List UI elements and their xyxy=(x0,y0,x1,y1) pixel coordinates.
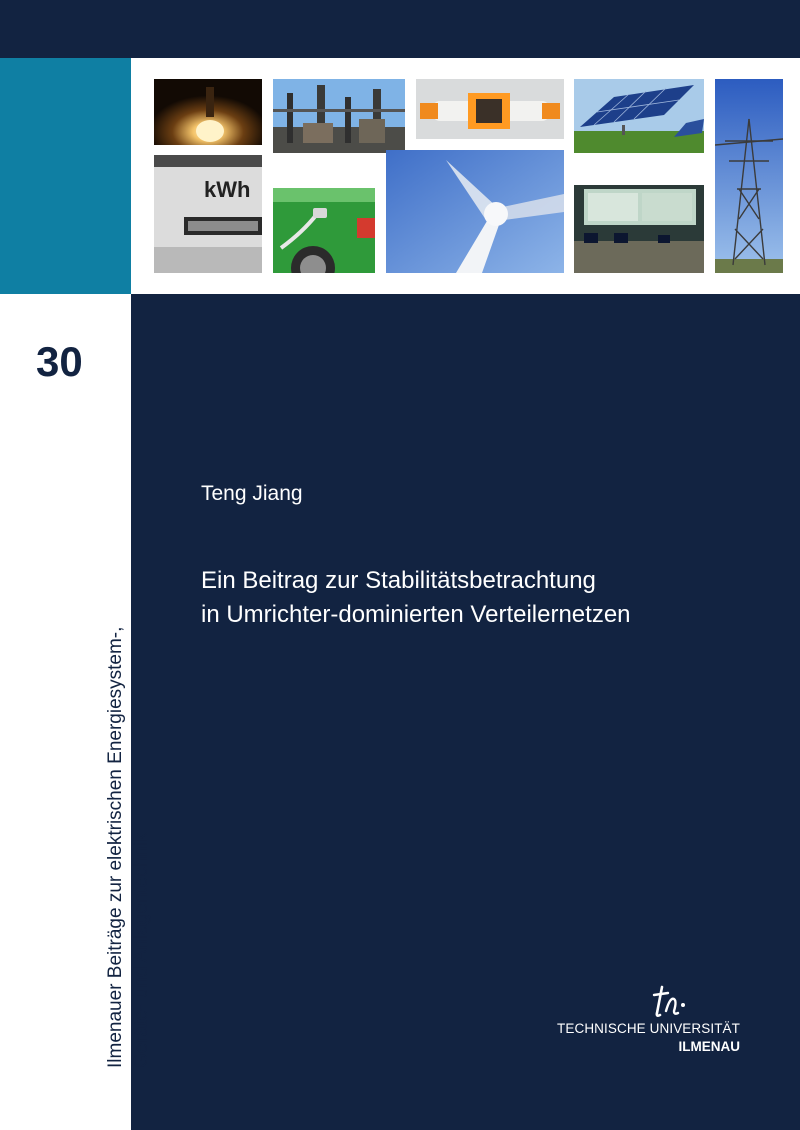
electric-car-charging-photo xyxy=(273,188,375,273)
series-title xyxy=(103,548,155,1068)
tu-logo-mark-icon xyxy=(652,983,692,1024)
solar-panel-photo xyxy=(574,79,704,153)
university-name-line1: TECHNISCHE UNIVERSITÄT xyxy=(557,1021,740,1036)
lamp-photo xyxy=(154,79,262,145)
control-room-photo xyxy=(574,185,704,273)
book-title xyxy=(201,564,781,632)
university-logo xyxy=(545,983,745,1063)
volume-number: 30 xyxy=(36,338,83,385)
author-name: Teng Jiang xyxy=(201,482,303,505)
pylon-photo xyxy=(715,79,783,273)
book-title-line2: in Umrichter-dominierten Verteilernetzen xyxy=(201,601,631,628)
series-title-line2: Geräte- und Anlagentechnik xyxy=(131,832,152,1068)
book-title-line1: Ein Beitrag zur Stabilitätsbetrachtung xyxy=(201,567,596,594)
energy-meter-photo xyxy=(154,155,262,273)
top-bar xyxy=(0,0,800,58)
insulator-photo xyxy=(416,79,564,139)
teal-accent-band xyxy=(0,58,131,294)
wind-turbine-photo xyxy=(386,150,564,273)
series-title-line1: Ilmenauer Beiträge zur elektrischen Energiesystem-, xyxy=(105,626,126,1068)
meter-unit-label: kWh xyxy=(204,177,251,202)
substation-photo xyxy=(273,79,405,153)
university-name-line2: ILMENAU xyxy=(678,1039,740,1054)
photo-collage xyxy=(131,58,800,294)
